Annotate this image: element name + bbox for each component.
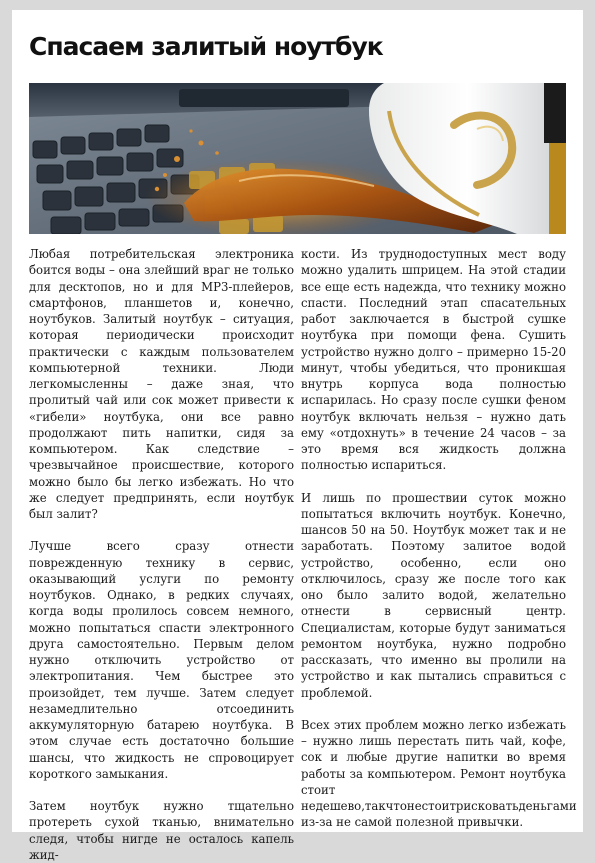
paragraph-2: Лучше всего сразу отнести поврежденную технику в сервис, оказывающий услуги по ремонту ноутбуков. Однако, в редких случаях, когда воды пролилось совсем немного, можно попытаться спасти электронного друга самостоятельно. Первым делом нужно отключить устройство от электропитания. Чем быстрее это произойдет, тем лучше. Затем следует незамедлительно отсоединить аккумуляторную батарею ноутбука. В этом случае есть достаточно большие шансы, что жидкость не спровоцирует короткого замыкания. [29,539,294,781]
paragraph-5: И лишь по прошествии суток можно попытаться включить ноутбук. Конечно, шансов 50 на 50. Ноутбук может так и не заработать. Поэтому залитое водой устройство, особенно, если оно отключилось, сразу же после того как оно было залито водой, желательно отнести в сервисный центр. Специалистам, которые будут заниматься ремонтом ноутбука, нужно подробно рассказать, что именно вы пролили на устройство и как пытались справиться с проблемой. [301,490,566,700]
laptop-tea-photo [29,83,566,234]
page [12,10,583,862]
article-title: Спасаем залитый ноутбук [29,32,383,61]
column-right [301,246,577,831]
paragraph-4: кости. Из труднодоступных мест воду можно удалить шприцем. На этой стадии все еще есть надежда, что технику можно спасти. Последний этап спасательных работ заключается в быстрой сушке ноутбука при помощи фена. Сушить устройство нужно долго – примерно 15-20 минут, чтобы убедиться, что проникшая внутрь корпуса вода полностью испарилась. Но сразу после сушки феном ноутбук включать нельзя – нужно дать ему «отдохнуть» в течение 24 часов – за это время вся жидкость должна полностью испариться. [301,247,566,473]
paragraph-1: Любая потребительская электроника боится воды – она злейший враг не только для десктопов, но и для MP3-плейеров, смартфонов, планшетов и, конечно, ноутбуков. Залитый ноутбук – ситуация, которая периодически происходит практически с каждым пользователем компьютерной техники. Люди легкомысленны – даже зная, что пролитый чай или сок может привести к «гибели» ноутбука, они все равно продолжают пить напитки, сидя за компьютером. Как следствие – чрезвычайное происшествие, которого можно было бы легко избежать. Но что же следует предпринять, если ноутбук был залит? [29,247,294,521]
column-left [29,246,294,863]
paragraph-3: Затем ноутбук нужно тщательно протереть сухой тканью, внимательно следя, чтобы нигде не осталось капель жид- [29,799,294,862]
paragraph-6: Всех этих проблем можно легко избежать – нужно лишь перестать пить чай, кофе, сок и любые другие напитки во время работы за компьютером. Ремонт ноутбука стоит недешево,такчтонестоитрисковатьденьгами из-за не самой полезной привычки. [301,717,577,830]
